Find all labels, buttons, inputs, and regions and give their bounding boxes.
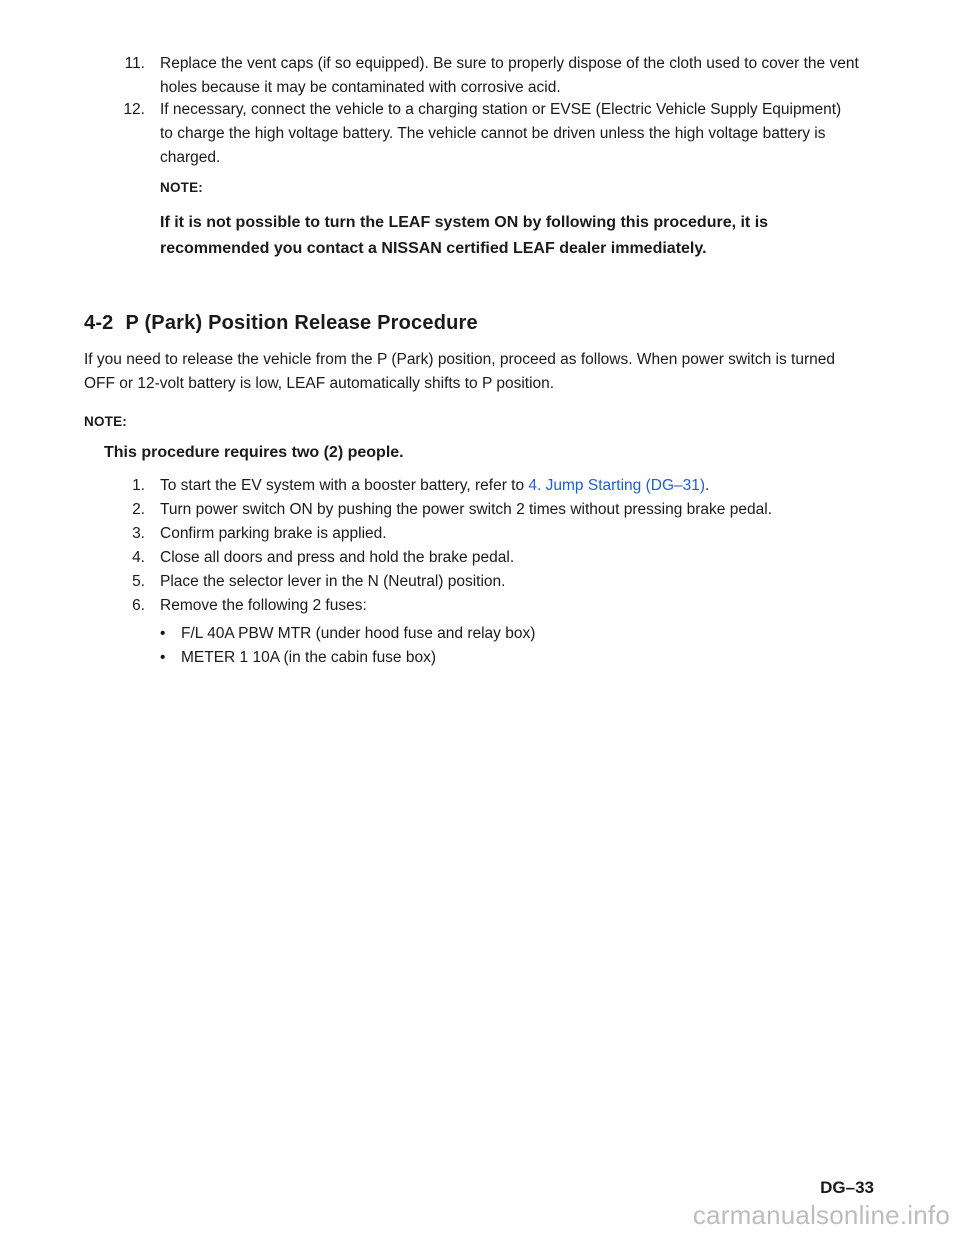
step-text: Remove the following 2 fuses:: [160, 597, 367, 614]
step-number: 5.: [132, 573, 145, 590]
step-text: Close all doors and press and hold the brake pedal.: [160, 549, 515, 566]
step-number: 4.: [132, 549, 145, 566]
step-text: Confirm parking brake is applied.: [160, 525, 387, 542]
step-3: [108, 522, 868, 546]
fuse-item-text: METER 1 10A (in the cabin fuse box): [181, 649, 437, 666]
step-text-suffix: .: [705, 477, 710, 494]
fuse-item-text: F/L 40A PBW MTR (under hood fuse and relay box): [181, 625, 536, 642]
list-item: [160, 622, 760, 646]
step-number: 2.: [132, 501, 145, 518]
step-text: If necessary, connect the vehicle to a charging station or EVSE (Electric Vehicle Supply Equipment) to charge the high voltage battery. The vehicle cannot be driven unless the high voltage battery is charged.: [160, 101, 842, 166]
step-number: 6.: [132, 597, 145, 614]
step-text: Replace the vent caps (if so equipped). Be sure to properly dispose of the cloth used to cover the vent holes because it may be contaminated with corrosive acid.: [160, 55, 859, 96]
step-text: [160, 474, 860, 498]
step-number: 11.: [124, 55, 145, 72]
footer-watermark: carmanualsonline.info: [692, 1200, 950, 1230]
step-11: [108, 52, 868, 100]
step-number: 1.: [132, 477, 145, 494]
note-text: If it is not possible to turn the LEAF system ON by following this procedure, it is recommended you contact a NISSAN certified LEAF dealer immediately.: [160, 214, 769, 257]
step-text: Turn power switch ON by pushing the power switch 2 times without pressing brake pedal.: [160, 501, 772, 518]
step-text-prefix: To start the EV system with a booster battery, refer to: [160, 477, 529, 494]
note-text: This procedure requires two (2) people.: [104, 444, 404, 461]
section-intro: If you need to release the vehicle from the P (Park) position, proceed as follows. When power switch is turned OFF or 12-volt battery is low, LEAF automatically shifts to P position.: [84, 351, 835, 392]
bullet-icon: •: [160, 625, 166, 642]
section-number: 4-2: [84, 312, 114, 334]
section-title: P (Park) Position Release Procedure: [125, 312, 478, 334]
page-number: DG–33: [820, 1178, 874, 1197]
step-number: 3.: [132, 525, 145, 542]
section-heading: [84, 312, 478, 335]
step-number: 12.: [123, 101, 145, 118]
step-2: [108, 498, 868, 522]
step-4: [108, 546, 868, 570]
step-5: [108, 570, 868, 594]
step-6: [108, 594, 868, 618]
bullet-icon: •: [160, 649, 166, 666]
step-text: Place the selector lever in the N (Neutral) position.: [160, 573, 506, 590]
step-1: [108, 474, 868, 498]
note-label: NOTE:: [160, 180, 203, 195]
step-12: [108, 98, 868, 170]
note-label: NOTE:: [84, 414, 127, 429]
list-item: [160, 646, 760, 670]
jump-starting-link[interactable]: 4. Jump Starting (DG–31): [528, 477, 706, 494]
